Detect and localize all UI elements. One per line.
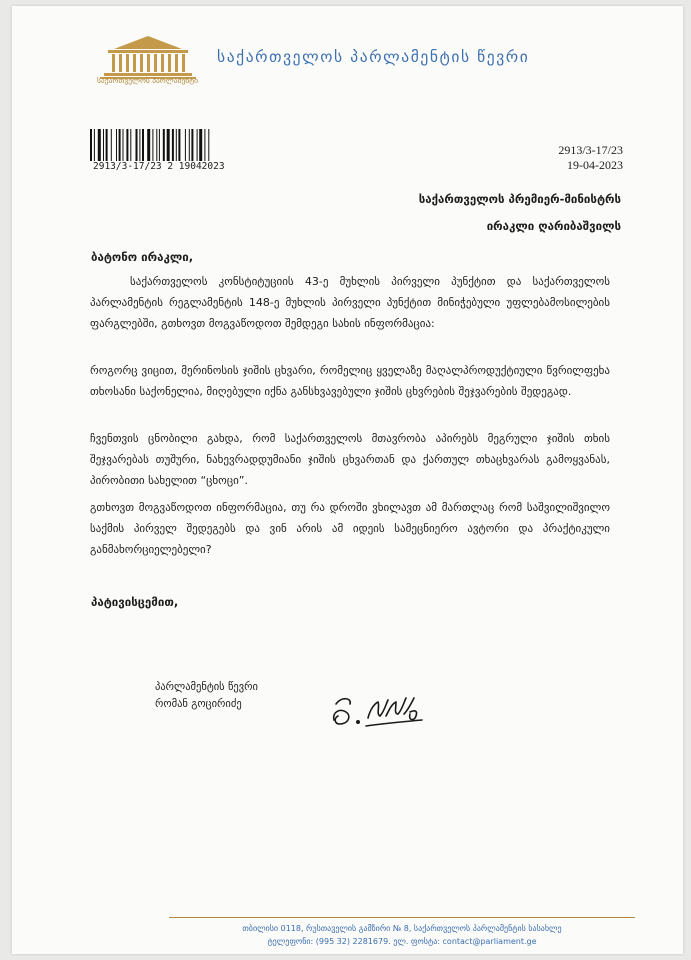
barcode-bar [94, 129, 95, 161]
footer-divider [169, 917, 635, 918]
paragraph: ჩვენთვის ცნობილი გახდა, რომ საქართველოს მთავრობა აპირებს მეგრული ჯიშის თხის შეჯვარებას თუშური, ნახევრადდუმიანი ჯიშის ცხვართან და ქართულ თხაცხვარას გამოყვანას, პირობითი სახელით “ცხოცი”. [90, 432, 610, 487]
barcode-bar [103, 129, 104, 161]
paragraph: გთხოვთ მოგვაწოდოთ ინფორმაცია, თუ რა დროში ვხილავთ ამ მართლაც რომ საშვილიშვილო საქმის პირველ შედეგებს და ვინ არის ამ იდეის სამეცნიერო ავტორი და პრაქტიკული განმახორციელებელი? [90, 501, 610, 556]
reference-number: 2913/3-17/23 [558, 143, 623, 157]
signer-name: რომან გოცირიძე [155, 698, 242, 710]
barcode-bar [142, 129, 144, 161]
barcode-bar [185, 129, 186, 161]
barcode-bar [199, 129, 202, 161]
barcode-bar [197, 129, 198, 161]
salutation: ბატონო ირაკლი, [91, 250, 194, 264]
barcode-bar [130, 129, 131, 161]
barcode-bar [163, 129, 165, 161]
handwritten-signature [330, 690, 430, 734]
barcode-text: 2913/3-17/23 2 19042023 [93, 161, 225, 172]
barcode-bar [156, 129, 157, 161]
barcode-bar [106, 129, 108, 161]
barcode-bar [126, 129, 128, 161]
barcode-bar [204, 129, 205, 161]
barcode-bar [119, 129, 121, 161]
barcode-bar [90, 129, 92, 161]
signer-title: პარლამენტის წევრი [155, 681, 258, 693]
letter-page [12, 6, 683, 954]
barcode-bar [136, 129, 138, 161]
paragraph: როგორც ვიცით, მერინოსის ჯიშის ცხვარი, რომელიც ყველაზე მაღალპროდუქტიული წვრილფეხა თხოსანი საქონელია, მიღებული იქნა განსხვავებული ჯიშის ცხვრების შეჯვარების შედეგად. [90, 364, 610, 398]
paragraph: საქართველოს კონსტიტუციის 43-ე მუხლის პირველი პუნქტით და საქართველოს პარლამენტის რეგლამენტის 148-ე მუხლის პირველი პუნქტით მინიჭებული უფლებამოსილების ფარგლებში, გთხოვთ მოგვაწოდოთ შემდეგი სახის ინფორმაცია: [90, 275, 610, 330]
logo-caption: საქართველოს პარლამენტი [97, 76, 199, 85]
closing: პატივისცემით, [91, 595, 179, 609]
barcode [90, 129, 246, 161]
barcode-bar [208, 129, 209, 161]
barcode-bar [139, 129, 140, 161]
reference-block [558, 143, 623, 173]
barcode-bar [123, 129, 124, 161]
barcode-bar [147, 129, 150, 161]
barcode-bar [191, 129, 193, 161]
barcode-bar [176, 129, 177, 161]
footer-contact: ტელეფონი: (995 32) 2281679. ელ. ფოსტა: contact@parliament.ge [267, 937, 537, 946]
barcode-bar [152, 129, 153, 161]
barcode-bar [159, 129, 160, 161]
barcode-bar [111, 129, 112, 161]
reference-date: 19-04-2023 [567, 158, 623, 172]
barcode-bar [167, 129, 170, 161]
barcode-bar [116, 129, 117, 161]
organization-name: საქართველოს პარლამენტის წევრი [217, 48, 530, 66]
recipient-title: საქართველოს პრემიერ-მინისტრს [418, 192, 621, 206]
footer-address: თბილისი 0118, რუსთაველის გამზირი № 8, საქართველოს პარლამენტის სასახლე [242, 924, 562, 933]
recipient-name: ირაკლი ღარიბაშვილს [486, 219, 621, 233]
barcode-bar [172, 129, 174, 161]
barcode-bar [98, 129, 101, 161]
barcode-bar [189, 129, 190, 161]
barcode-bar [178, 129, 180, 161]
